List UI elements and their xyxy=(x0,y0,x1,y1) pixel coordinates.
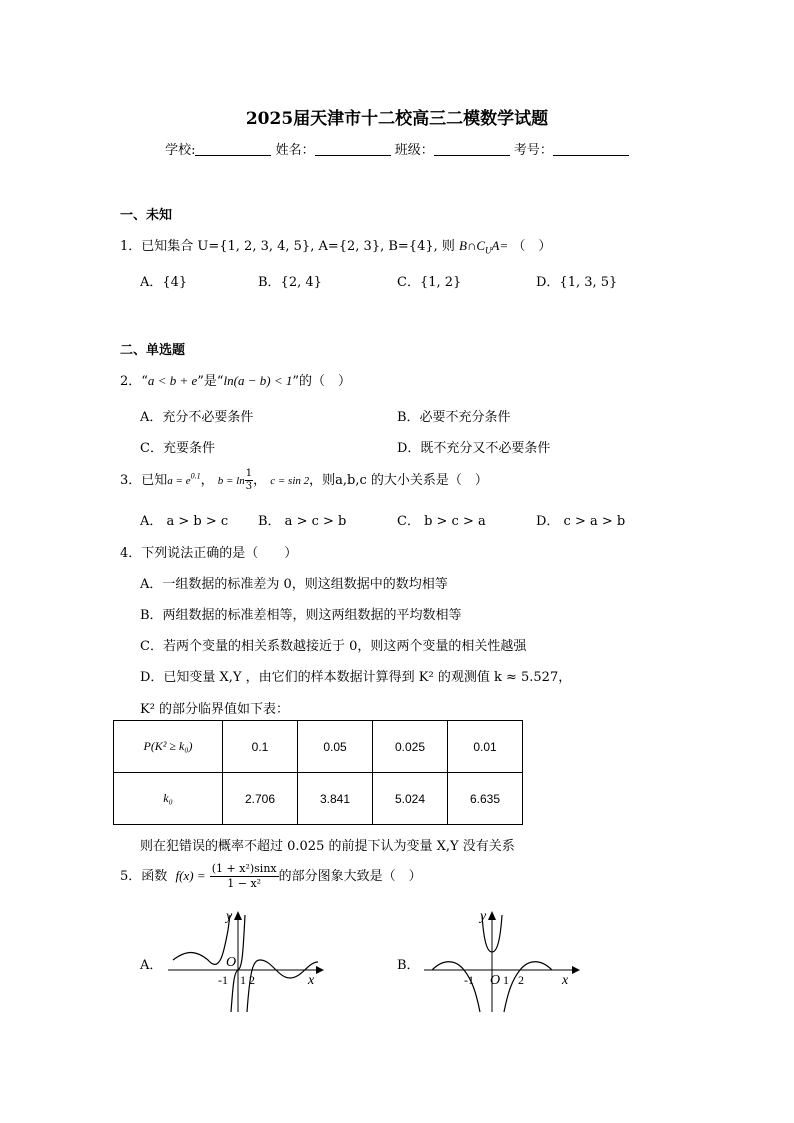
table-row xyxy=(114,773,523,825)
q4-conclusion: 则在犯错误的概率不超过 0.025 的前提下认为变量 X,Y 没有关系 xyxy=(140,839,515,854)
critical-value-table xyxy=(113,720,523,825)
table-cell: 6.635 xyxy=(448,773,523,825)
student-info-line xyxy=(0,139,794,158)
q3-a-exp: 0.1 xyxy=(190,471,201,481)
q2-option-b[interactable]: B．必要不充分条件 xyxy=(397,410,511,425)
exam-number-label: 考号： xyxy=(513,143,553,158)
question-2 xyxy=(120,370,351,389)
page-title: 2025届天津市十二校高三二模数学试题 xyxy=(245,109,549,129)
question-1 xyxy=(120,235,551,256)
graph-b-origin: O xyxy=(490,973,501,988)
q3-c-def: c = sin 2 xyxy=(270,475,310,487)
x-axis-arrow xyxy=(316,966,324,974)
table-cell: 0.1 xyxy=(223,721,298,773)
q5-option-b[interactable]: B． xyxy=(397,958,420,973)
q5-stem-pre: 5．函数 xyxy=(120,869,168,884)
graph-a-tick-2: 2 xyxy=(249,973,255,987)
class-blank[interactable] xyxy=(434,143,510,156)
q1-option-d[interactable]: D．{1, 3, 5} xyxy=(536,275,618,290)
q4-option-c[interactable]: C．若两个变量的相关系数越接近于 0，则这两个变量的相关性越强 xyxy=(140,639,527,654)
q1-option-b[interactable]: B．{2, 4} xyxy=(258,275,322,290)
q3-option-b[interactable]: B． a > c > b xyxy=(258,514,347,529)
graph-b-tick-neg1: -1 xyxy=(464,973,474,987)
q2-option-a[interactable]: A．充分不必要条件 xyxy=(140,410,254,425)
graph-b[interactable] xyxy=(424,900,584,1020)
q3-option-a[interactable]: A． a > b > c xyxy=(140,514,229,529)
graph-b-curve-right xyxy=(504,962,552,1012)
graph-b-tick-2: 2 xyxy=(518,973,524,987)
q3-post: ，则a,b,c 的大小关系是（ ） xyxy=(309,473,488,488)
school-label: 学校: xyxy=(165,143,196,158)
exam-number-blank[interactable] xyxy=(553,143,629,156)
q2-option-d[interactable]: D．既不充分又不必要条件 xyxy=(397,441,551,456)
table-cell: 5.024 xyxy=(373,773,448,825)
q3-b-fraction xyxy=(245,468,253,493)
q2-cond1: a < b + e xyxy=(147,373,198,388)
q3-stem-pre: 3．已知 xyxy=(120,473,168,488)
graph-b-x-label: x xyxy=(562,973,569,988)
q3-a-def: a = e xyxy=(167,475,191,487)
question-1-expr: B∩C xyxy=(459,238,486,253)
school-blank[interactable] xyxy=(195,143,271,156)
q1-option-a[interactable]: A．{4} xyxy=(140,275,188,290)
table-cell: 0.01 xyxy=(448,721,523,773)
y-axis-arrow xyxy=(234,911,242,920)
q5-den: 1 − x² xyxy=(227,877,262,890)
graph-a-origin: O xyxy=(226,955,237,970)
q4-option-a[interactable]: A．一组数据的标准差为 0，则这组数据中的数均相等 xyxy=(140,577,448,592)
table-row xyxy=(114,721,523,773)
name-label: 姓名： xyxy=(275,143,315,158)
table-row-head: k₀ xyxy=(114,773,223,825)
q4-table-caption: K² 的部分临界值如下表： xyxy=(140,702,290,717)
y-axis-arrow xyxy=(488,911,496,920)
section-heading-1: 一、未知 xyxy=(120,208,173,223)
table-cell: 0.025 xyxy=(373,721,448,773)
class-label: 班级： xyxy=(394,143,434,158)
question-1-paren: （ ） xyxy=(512,239,552,254)
q2-mid: ”是“ xyxy=(197,374,224,389)
q3-option-c[interactable]: C． b > c > a xyxy=(397,514,486,529)
table-row-head: P(K² ≥ k₀) xyxy=(114,721,223,773)
graph-a-tick-neg1: -1 xyxy=(218,973,228,987)
q5-option-a[interactable]: A． xyxy=(140,958,163,973)
graph-b-y-label: y xyxy=(480,909,487,924)
q3-b-den: 3 xyxy=(245,481,253,492)
q4-option-b[interactable]: B．两组数据的标准差相等，则这两组数据的平均数相等 xyxy=(140,608,462,623)
q2-option-c[interactable]: C．充要条件 xyxy=(140,441,215,456)
table-cell: 2.706 xyxy=(223,773,298,825)
q2-stem-pre: 2．“ xyxy=(120,374,148,389)
question-1-stem: 1．已知集合 U={1, 2, 3, 4, 5}, A={2, 3}, B={4}, 则 xyxy=(120,239,455,254)
q1-option-c[interactable]: C．{1, 2} xyxy=(397,275,462,290)
q2-cond2: ln(a − b) < 1 xyxy=(223,373,293,388)
q2-post: ”的（ ） xyxy=(292,374,352,389)
x-axis-arrow xyxy=(572,966,580,974)
q5-post: 的部分图象大致是（ ） xyxy=(278,869,422,884)
graph-a[interactable] xyxy=(168,900,328,1020)
table-cell: 0.05 xyxy=(298,721,373,773)
graph-a-x-label: x xyxy=(308,973,315,988)
graph-a-y-label: y xyxy=(226,909,233,924)
question-4-stem: 4．下列说法正确的是（ ） xyxy=(120,546,298,561)
graph-b-tick-1: 1 xyxy=(503,973,509,987)
graph-a-curve-left xyxy=(173,915,230,964)
q4-option-d[interactable]: D．已知变量 X,Y ，由它们的样本数据计算得到 K² 的观测值 k ≈ 5.527， xyxy=(140,670,572,685)
q5-num: (1 + x²)sinx xyxy=(211,862,277,875)
question-1-sub: U xyxy=(485,245,492,256)
question-5 xyxy=(120,862,422,898)
question-1-expr2: A= xyxy=(491,238,509,253)
q3-option-d[interactable]: D． c > a > b xyxy=(536,514,626,529)
name-blank[interactable] xyxy=(315,143,391,156)
q3-b-num: 1 xyxy=(245,468,253,479)
graph-a-tick-1: 1 xyxy=(240,973,246,987)
section-heading-2: 二、单选题 xyxy=(120,343,186,358)
question-3: 3．已知$a = e^{0.1}$， b = ln $\frac{1}{3}$ ， c = sin 2，则a,b,c 的大小关系是（ ） xyxy=(120,468,488,492)
q3-b-def: b = ln xyxy=(217,475,245,487)
table-cell: 3.841 xyxy=(298,773,373,825)
q5-fraction xyxy=(210,862,279,891)
q5-fname: f(x) = xyxy=(175,868,206,883)
